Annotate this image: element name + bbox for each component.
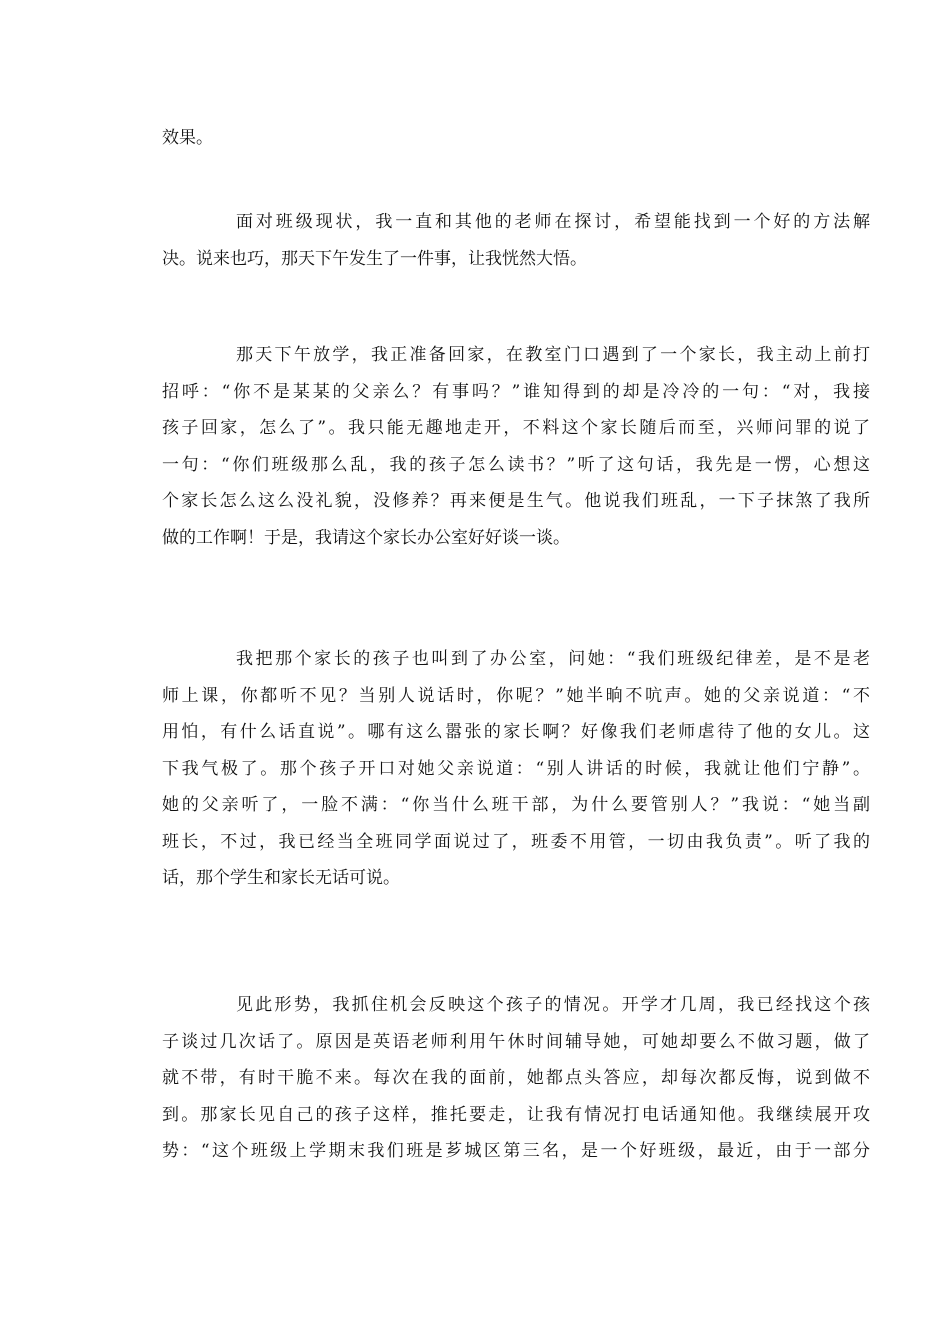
paragraph-line: 个家长怎么这么没礼貌，没修养？再来便是生气。他说我们班乱，一下子抹煞了我所 <box>162 491 870 511</box>
paragraph-2 <box>162 204 870 277</box>
paragraph-line: 到。那家长见自己的孩子这样，推托要走，让我有情况打电话通知他。我继续展开攻 <box>162 1104 870 1125</box>
paragraph-line: 面对班级现状，我一直和其他的老师在探讨，希望能找到一个好的方法解 <box>236 212 870 232</box>
paragraph-4 <box>162 641 870 897</box>
paragraph-5 <box>162 987 870 1170</box>
paragraph-line: 招呼：“你不是某某的父亲么？有事吗？”谁知得到的却是冷冷的一句：“对，我接 <box>162 381 870 402</box>
paragraph-line: 势：“这个班级上学期末我们班是芗城区第三名，是一个好班级，最近，由于一部分 <box>162 1141 870 1161</box>
paragraph-line: 做的工作啊！于是，我请这个家长办公室好好谈一谈。 <box>162 527 570 548</box>
paragraph-line: 效果。 <box>162 128 213 148</box>
paragraph-line: 她的父亲听了，一脸不满：“你当什么班干部，为什么要管别人？”我说：“她当副 <box>162 795 870 815</box>
paragraph-line: 那天下午放学，我正准备回家，在教室门口遇到了一个家长，我主动上前打 <box>236 345 870 365</box>
paragraph-line: 师上课，你都听不见？当别人说话时，你呢？”她半晌不吭声。她的父亲说道：“不 <box>162 685 870 706</box>
paragraph-line: 见此形势，我抓住机会反映这个孩子的情况。开学才几周，我已经找这个孩 <box>236 995 870 1015</box>
paragraph-line: 班长，不过，我已经当全班同学面说过了，班委不用管，一切由我负责”。听了我的 <box>162 831 870 852</box>
paragraph-line: 用怕，有什么话直说”。哪有这么嚣张的家长啊？好像我们老师虐待了他的女儿。这 <box>162 722 870 742</box>
paragraph-line: 子谈过几次话了。原因是英语老师利用午休时间辅导她，可她却要么不做习题，做了 <box>162 1031 870 1052</box>
paragraph-line: 一句：“你们班级那么乱，我的孩子怎么读书？”听了这句话，我先是一愣，心想这 <box>162 454 870 475</box>
paragraph-3 <box>162 337 870 556</box>
paragraph-line: 就不带，有时干脆不来。每次在我的面前，她都点头答应，却每次都反悔，说到做不 <box>162 1068 870 1088</box>
paragraph-line: 孩子回家，怎么了”。我只能无趣地走开，不料这个家长随后而至，兴师问罪的说了 <box>162 418 870 438</box>
paragraph-line: 我把那个家长的孩子也叫到了办公室，问她：“我们班级纪律差，是不是老 <box>236 649 870 669</box>
paragraph-line: 决。说来也巧，那天下午发生了一件事，让我恍然大悟。 <box>162 248 587 269</box>
paragraph-line: 话，那个学生和家长无话可说。 <box>162 868 400 888</box>
paragraph-1 <box>162 120 870 157</box>
paragraph-line: 下我气极了。那个孩子开口对她父亲说道：“别人讲话的时候，我就让他们宁静”。 <box>162 758 870 779</box>
